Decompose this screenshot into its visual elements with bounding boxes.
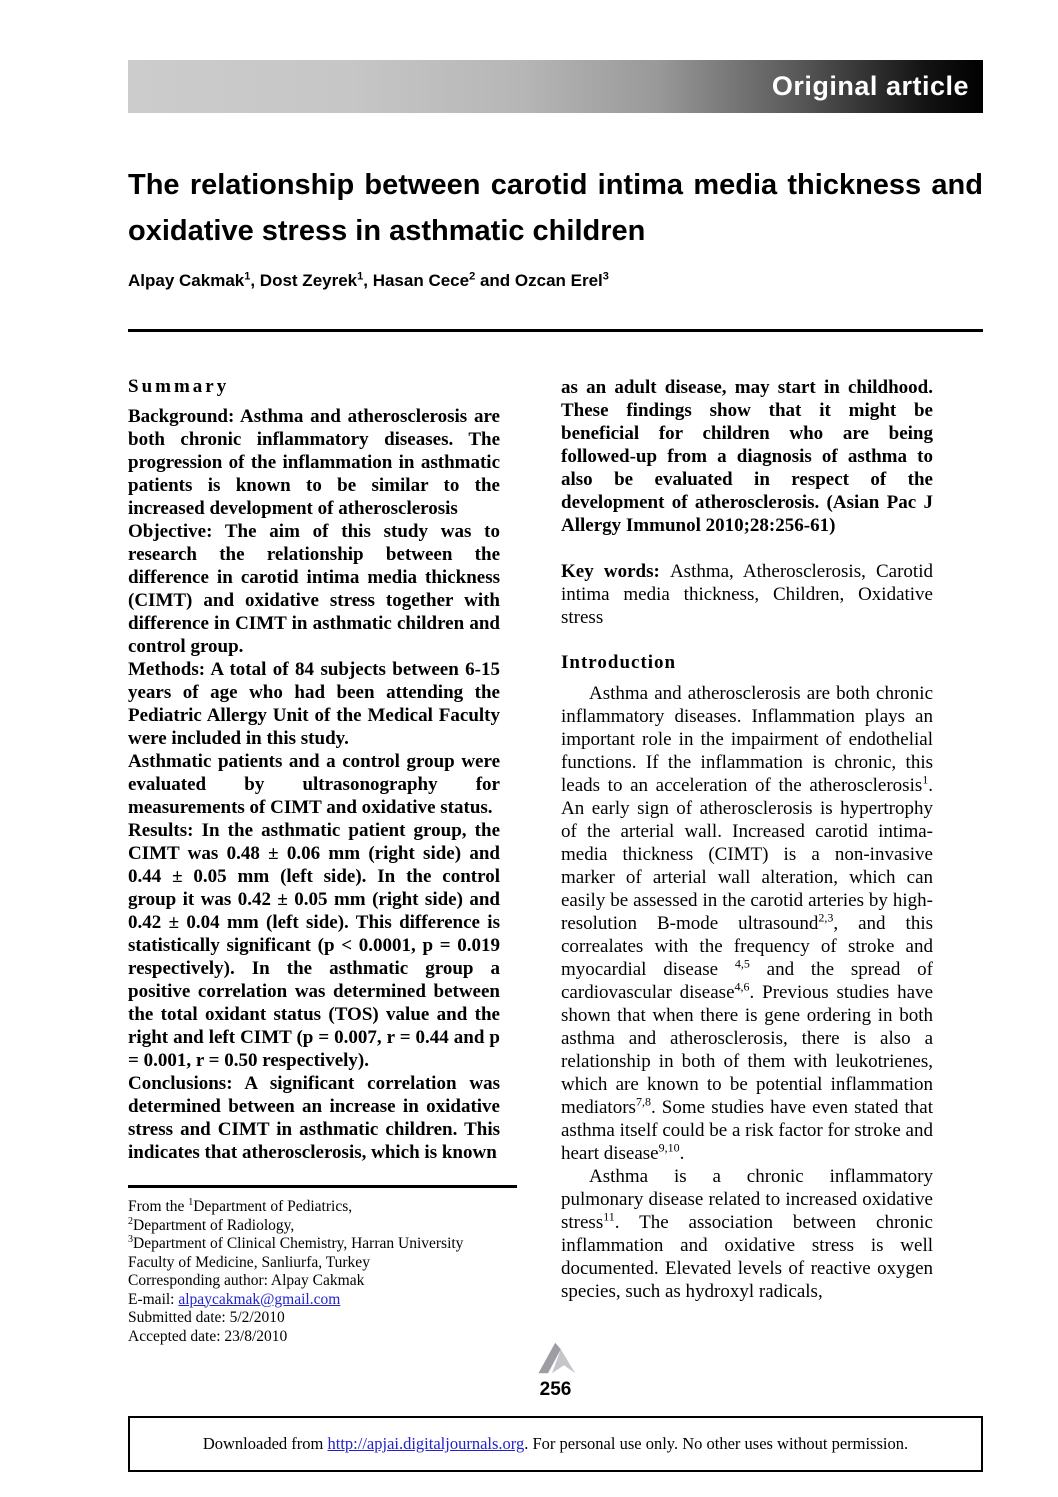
introduction-heading: Introduction <box>561 652 677 673</box>
left-column <box>128 376 500 1303</box>
text-run: Department of Radiology, <box>133 1216 295 1234</box>
footnote-line-accepted-date: Accepted date: 23/8/2010 <box>128 1327 288 1345</box>
summary-paragraph-conclusions: Conclusions: A significant correlation was determined between an increase in oxidative stress and CIMT in asthmatic children. This indicates that atherosclerosis, which is known <box>128 1073 500 1163</box>
text-run: Asthma, Atherosclerosis, Carotid intima media thickness, Children, Oxidative stress <box>561 561 933 628</box>
text-run: . An early sign of atherosclerosis is hypertrophy of the arterial wall. Increased carotid intima-media thickness (CIMT) is a non-invasive marker of arterial wall alteration, which can easily be assessed in the carotid arteries by high-resolution B-mode ultrasound <box>561 775 933 934</box>
journal-logo-block <box>128 1338 983 1401</box>
abstract-continuation: as an adult disease, may start in childhood. These findings show that it might be beneficial for children who are being followed-up from a diagnosis of asthma to also be evaluated in respect of the development of atherosclerosis. (Asian Pac J Allergy Immunol 2010;28:256-61) <box>561 377 933 536</box>
journal-logo-icon <box>532 1338 580 1378</box>
text-run: Department of Pediatrics, <box>193 1198 353 1215</box>
text-run: . The association between chronic inflammation and oxidative stress is well documented. Elevated levels of reactive oxygen species, such as hydroxyl radicals, <box>561 1212 933 1302</box>
text-run: and the spread of cardiovascular disease <box>561 959 933 1003</box>
superscript-reference: 7,8 <box>635 1094 651 1109</box>
superscript-reference: 2 <box>469 270 476 283</box>
header-bar <box>128 60 983 113</box>
header-badge: Original article <box>771 71 969 101</box>
summary-paragraph-background: Background: Asthma and atherosclerosis are both chronic inflammatory diseases. The progression of the inflammation in asthmatic patients is known to be similar to the increased development of atherosclerosis <box>128 406 500 519</box>
two-column-body <box>128 376 933 1303</box>
superscript-reference: 4,5 <box>734 956 750 971</box>
superscript-reference: 11 <box>603 1209 615 1224</box>
text-run: . Some studies have even stated that asthma itself could be a risk factor for stroke and heart disease <box>561 1097 933 1164</box>
summary-heading: Summary <box>128 376 230 397</box>
text-run: , Hasan Cece <box>363 271 470 290</box>
summary-paragraph-results: Results: In the asthmatic patient group, the CIMT was 0.48 ± 0.06 mm (right side) and 0.44 ± 0.05 mm (left side). In the control group it was 0.42 ± 0.05 mm (right side) and 0.42 ± 0.04 mm (left side). This difference is statistically significant (p < 0.0001, p = 0.019 respectively). In the asthmatic group a positive correlation was determined between the total oxidant status (TOS) value and the right and left CIMT (p = 0.007, r = 0.44 and p = 0.001, r = 0.50 respectively). <box>128 820 500 1071</box>
superscript-reference: 1 <box>244 270 251 283</box>
summary-paragraph-objective: Objective: The aim of this study was to research the relationship between the difference in carotid intima media thickness (CIMT) and oxidative stress together with difference in CIMT in asthmatic children and control group. <box>128 521 500 657</box>
text-run: , Dost Zeyrek <box>250 271 358 290</box>
superscript-reference: 3 <box>128 1233 133 1245</box>
text-run: and Ozcan Erel <box>475 271 603 290</box>
text-run: E-mail: <box>128 1290 179 1308</box>
superscript-reference: 2 <box>128 1215 133 1227</box>
summary-paragraph-methods: Methods: A total of 84 subjects between 6-15 years of age who had been attending the Pediatric Allergy Unit of the Medical Faculty were included in this study. <box>128 659 500 749</box>
footnote-line-affiliation-3 <box>128 1235 517 1254</box>
footer-box <box>128 1416 983 1472</box>
summary-paragraph-methods-2: Asthmatic patients and a control group were evaluated by ultrasonography for measurements of CIMT and oxidative status. <box>128 751 500 818</box>
footer-journal-link[interactable]: http://apjai.digitaljournals.org <box>327 1434 525 1453</box>
email-link[interactable]: alpaycakmak@gmail.com <box>178 1290 341 1308</box>
superscript-reference: 1 <box>357 270 364 283</box>
footnote-line-affiliation-2 <box>128 1217 517 1236</box>
text-run: Asthma and atherosclerosis are both chronic inflammatory diseases. Inflammation plays an important role in the impairment of endothelial functions. If the inflammation is chronic, this leads to an acceleration of the atherosclerosis <box>561 683 933 796</box>
footnote-block <box>128 1185 517 1346</box>
right-column <box>561 376 933 1303</box>
intro-paragraph-2 <box>561 1165 933 1303</box>
keywords-line <box>561 560 933 629</box>
superscript-reference: 1 <box>922 772 929 787</box>
text-run: From the <box>128 1198 189 1215</box>
footnote-line-corresponding-author: Corresponding author: Alpay Cakmak <box>128 1272 365 1289</box>
footnote-line-email <box>128 1291 517 1310</box>
superscript-reference: 2,3 <box>818 910 834 925</box>
text-run: . <box>679 1143 685 1164</box>
superscript-reference: 3 <box>602 270 609 283</box>
title-divider <box>128 329 983 332</box>
footnote-line-submitted-date: Submitted date: 5/2/2010 <box>128 1309 285 1326</box>
superscript-reference: 1 <box>188 1196 194 1208</box>
text-run: Alpay Cakmak <box>128 271 245 290</box>
footnote-line-affiliation-1 <box>128 1198 517 1217</box>
footer-note <box>203 1434 908 1454</box>
footnote-line-faculty: Faculty of Medicine, Sanliurfa, Turkey <box>128 1253 370 1271</box>
text-run: Downloaded from <box>202 1434 328 1453</box>
footnote-divider <box>128 1185 517 1188</box>
page-title: The relationship between carotid intima media thickness and oxidative stress in asthmatic children <box>128 169 983 247</box>
superscript-reference: 9,10 <box>658 1140 680 1155</box>
intro-paragraph-1 <box>561 682 933 1165</box>
text-run: , and this correalates with the frequency of stroke and myocardial disease <box>561 913 933 980</box>
text-run: Key words: <box>561 561 670 582</box>
authors-line <box>128 271 983 291</box>
text-run: . For personal use only. No other uses without permission. <box>524 1434 909 1453</box>
superscript-reference: 4,6 <box>734 979 750 994</box>
page-number: 256 <box>539 1379 572 1400</box>
text-run: Department of Clinical Chemistry, Harran University <box>133 1235 464 1252</box>
text-run: Asthma is a chronic inflammatory pulmonary disease related to increased oxidative stress <box>561 1166 933 1233</box>
text-run: . Previous studies have shown that when there is gene ordering in both asthma and atherosclerosis, there is also a relationship in both of them with leukotrienes, which are known to be potential inflammation mediators <box>561 982 934 1118</box>
